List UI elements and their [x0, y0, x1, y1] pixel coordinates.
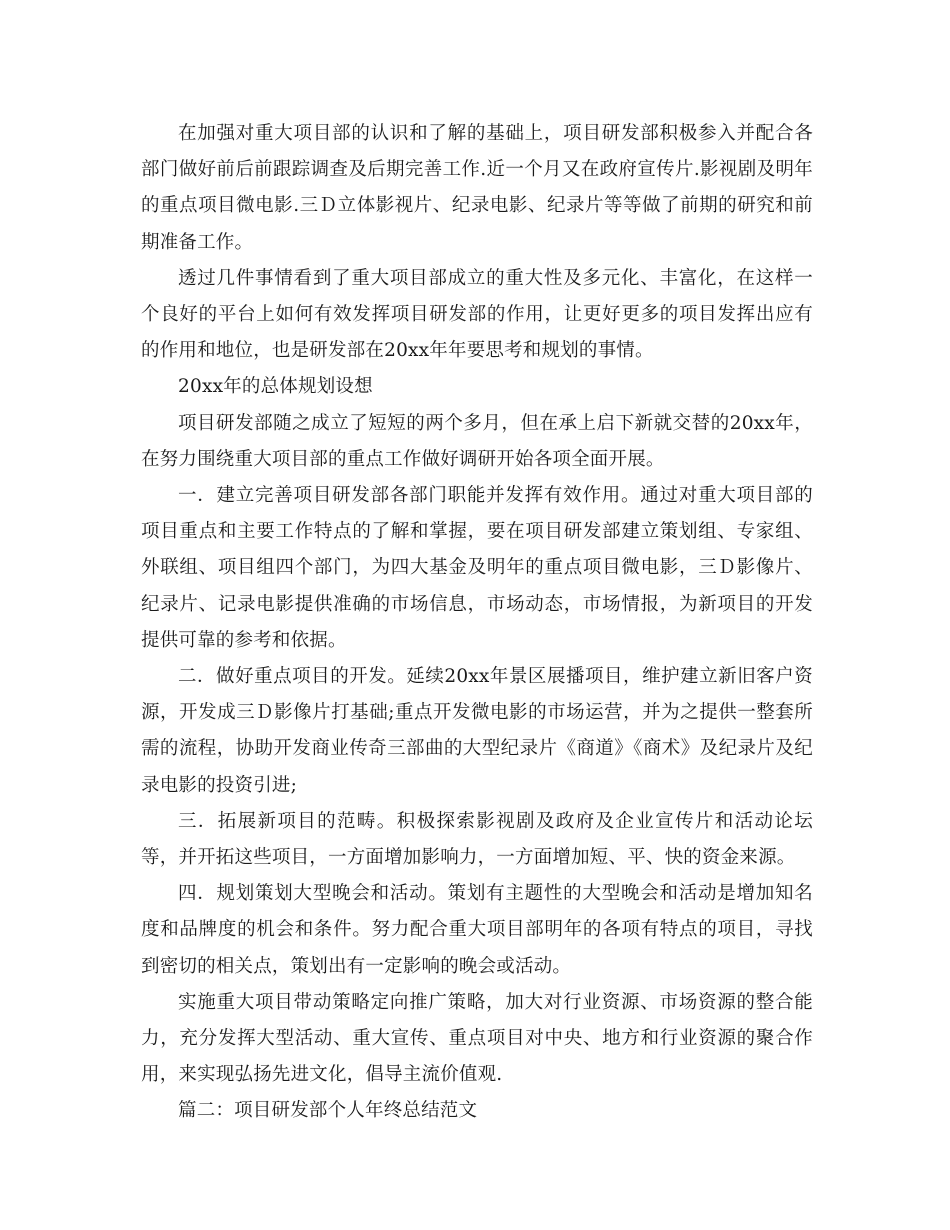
section-heading-part-two: 篇二：项目研发部个人年终总结范文	[178, 1100, 478, 1122]
paragraph-item-three: 三．拓展新项目的范畴。积极探索影视剧及政府及企业宣传片和活动论坛等，并开拓这些项目，一方面增加影响力，一方面增加短、平、快的资金来源。	[141, 810, 813, 869]
section-heading-plan: 20xx年的总体规划设想	[178, 376, 373, 398]
paragraph-item-one: 一．建立完善项目研发部各部门职能并发挥有效作用。通过对重大项目部的项目重点和主要工作特点的了解和掌握，要在项目研发部建立策划组、专家组、外联组、项目组四个部门，为四大基金及明年的重点项目微电影，三Ｄ影像片、纪录片、记录电影提供准确的市场信息，市场动态，市场情报，为新项目的开发提供可靠的参考和依据。	[141, 485, 813, 651]
paragraph-strategy: 实施重大项目带动策略定向推广策略，加大对行业资源、市场资源的整合能力，充分发挥大型活动、重大宣传、重点项目对中央、地方和行业资源的聚合作用，来实现弘扬先进文化，倡导主流价值观.	[141, 991, 813, 1086]
document-body	[141, 116, 813, 1130]
paragraph-intro: 在加强对重大项目部的认识和了解的基础上，项目研发部积极参入并配合各部门做好前后前跟踪调查及后期完善工作.近一个月又在政府宣传片.影视剧及明年的重点项目微电影.三Ｄ立体影视片、纪录电影、纪录片等等做了前期的研究和前期准备工作。	[141, 123, 813, 253]
paragraph-observation: 透过几件事情看到了重大项目部成立的重大性及多元化、丰富化，在这样一个良好的平台上如何有效发挥项目研发部的作用，让更好更多的项目发挥出应有的作用和地位，也是研发部在20xx年年要思考和规划的事情。	[141, 267, 813, 362]
paragraph-item-four: 四．规划策划大型晚会和活动。策划有主题性的大型晚会和活动是增加知名度和品牌度的机会和条件。努力配合重大项目部明年的各项有特点的项目，寻找到密切的相关点，策划出有一定影响的晚会或活动。	[141, 883, 813, 977]
paragraph-plan-overview: 项目研发部随之成立了短短的两个多月，但在承上启下新就交替的20xx年，在努力围绕重大项目部的重点工作做好调研开始各项全面开展。	[141, 412, 813, 470]
paragraph-item-two: 二．做好重点项目的开发。延续20xx年景区展播项目，维护建立新旧客户资源，开发成三Ｄ影像片打基础;重点开发微电影的市场运营，并为之提供一整套所需的流程，协助开发商业传奇三部曲的大型纪录片《商道》《商术》及纪录片及纪录电影的投资引进;	[141, 666, 813, 796]
